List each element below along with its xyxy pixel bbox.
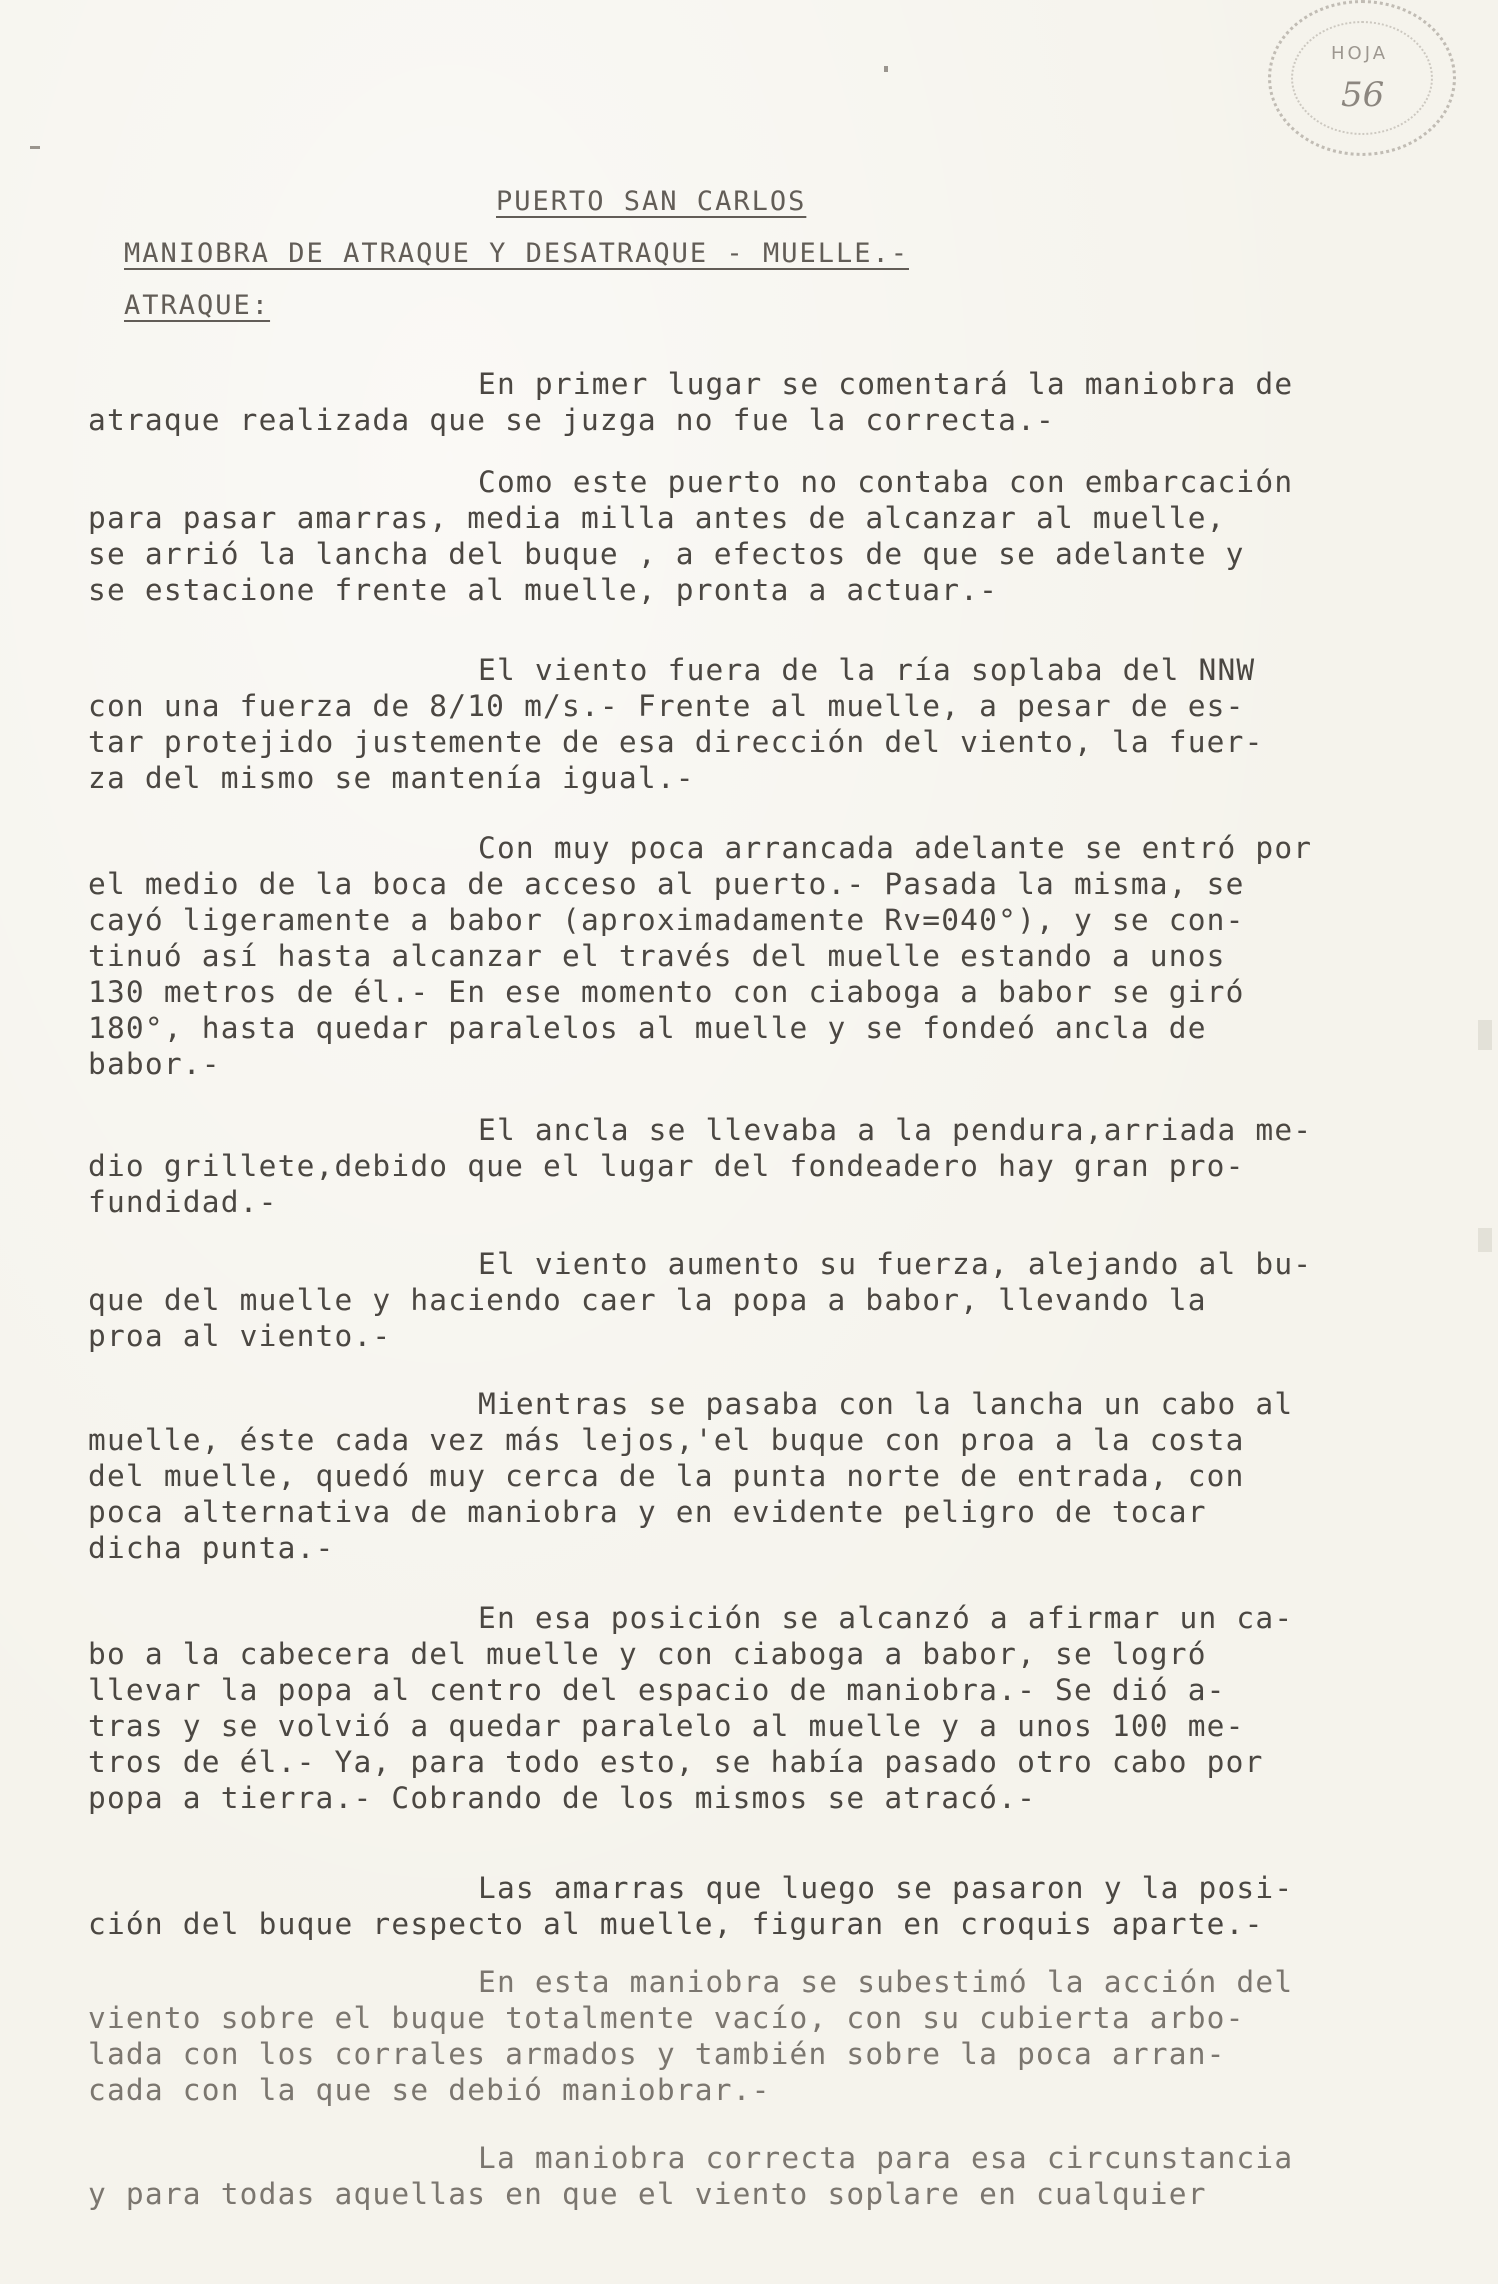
text-line: fundidad.-	[88, 1185, 278, 1219]
paragraph	[88, 1964, 1388, 2108]
text-line: En esa posición se alcanzó a afirmar un ca-	[478, 1601, 1294, 1635]
text-line: se arrió la lancha del buque , a efectos de que se adelante y	[88, 537, 1245, 571]
text-line: proa al viento.-	[88, 1319, 392, 1353]
text-line: El viento fuera de la ría soplaba del NNW	[478, 653, 1256, 687]
speck-mark	[884, 66, 888, 72]
text-line: y para todas aquellas en que el viento soplare en cualquier	[88, 2177, 1207, 2211]
edge-smudge	[1478, 1228, 1492, 1252]
paragraph	[88, 652, 1388, 796]
text-line: tros de él.- Ya, para todo esto, se había pasado otro cabo por	[88, 1745, 1264, 1779]
text-line: Mientras se pasaba con la lancha un cabo al	[478, 1387, 1294, 1421]
paragraph	[88, 1386, 1388, 1566]
section-heading: ATRAQUE:	[124, 290, 271, 321]
text-line: Las amarras que luego se pasaron y la posi-	[478, 1871, 1294, 1905]
paragraph	[88, 830, 1388, 1082]
text-line: cada con la que se debió maniobrar.-	[88, 2073, 771, 2107]
text-line: Con muy poca arrancada adelante se entró por	[478, 831, 1313, 865]
document-subtitle: MANIOBRA DE ATRAQUE Y DESATRAQUE - MUELLE.-	[124, 238, 909, 269]
text-line: cayó ligeramente a babor (aproximadamente Rv=040°), y se con-	[88, 903, 1245, 937]
text-line: tinuó así hasta alcanzar el través del muelle estando a unos	[88, 939, 1226, 973]
text-line: dio grillete,debido que el lugar del fondeadero hay gran pro-	[88, 1149, 1245, 1183]
text-line: llevar la popa al centro del espacio de maniobra.- Se dió a-	[88, 1673, 1226, 1707]
text-line: 130 metros de él.- En ese momento con ciaboga a babor se giró	[88, 975, 1245, 1009]
text-line: dicha punta.-	[88, 1531, 335, 1565]
text-line: tar protejido justemente de esa dirección del viento, la fuer-	[88, 725, 1264, 759]
document-title: PUERTO SAN CARLOS	[496, 186, 807, 217]
text-line: El ancla se llevaba a la pendura,arriada me-	[478, 1113, 1313, 1147]
text-line: que del muelle y haciendo caer la popa a babor, llevando la	[88, 1283, 1207, 1317]
paragraph	[88, 464, 1388, 608]
folio-stamp	[1268, 0, 1456, 156]
edge-smudge	[1478, 1020, 1492, 1050]
paragraph	[88, 1112, 1388, 1220]
text-line: babor.-	[88, 1047, 221, 1081]
stamp-page-number: 56	[1341, 75, 1385, 115]
text-line: el medio de la boca de acceso al puerto.- Pasada la misma, se	[88, 867, 1245, 901]
text-line: bo a la cabecera del muelle y con ciaboga a babor, se logró	[88, 1637, 1207, 1671]
text-line: tras y se volvió a quedar paralelo al muelle y a unos 100 me-	[88, 1709, 1245, 1743]
text-line: En primer lugar se comentará la maniobra de	[478, 367, 1294, 401]
text-line: lada con los corrales armados y también sobre la poca arran-	[88, 2037, 1226, 2071]
text-line: poca alternativa de maniobra y en evidente peligro de tocar	[88, 1495, 1207, 1529]
text-line: del muelle, quedó muy cerca de la punta norte de entrada, con	[88, 1459, 1245, 1493]
paragraph	[88, 1600, 1388, 1816]
paragraph	[88, 366, 1388, 438]
text-line: 180°, hasta quedar paralelos al muelle y se fondeó ancla de	[88, 1011, 1207, 1045]
paragraph	[88, 1870, 1388, 1942]
paragraph	[88, 1246, 1388, 1354]
text-line: El viento aumento su fuerza, alejando al bu-	[478, 1247, 1313, 1281]
text-line: con una fuerza de 8/10 m/s.- Frente al muelle, a pesar de es-	[88, 689, 1245, 723]
margin-mark	[30, 146, 40, 149]
text-line: La maniobra correcta para esa circunstancia	[478, 2141, 1294, 2175]
text-line: viento sobre el buque totalmente vacío, con su cubierta arbo-	[88, 2001, 1245, 2035]
text-line: se estacione frente al muelle, pronta a actuar.-	[88, 573, 999, 607]
text-line: para pasar amarras, media milla antes de alcanzar al muelle,	[88, 501, 1226, 535]
text-line: atraque realizada que se juzga no fue la correcta.-	[88, 403, 1055, 437]
paragraph	[88, 2140, 1388, 2212]
stamp-label: HOJA	[1331, 43, 1389, 64]
text-line: muelle, éste cada vez más lejos,'el buque con proa a la costa	[88, 1423, 1245, 1457]
text-line: Como este puerto no contaba con embarcación	[478, 465, 1294, 499]
text-line: za del mismo se mantenía igual.-	[88, 761, 695, 795]
text-line: popa a tierra.- Cobrando de los mismos se atracó.-	[88, 1781, 1037, 1815]
text-line: ción del buque respecto al muelle, figuran en croquis aparte.-	[88, 1907, 1264, 1941]
text-line: En esta maniobra se subestimó la acción del	[478, 1965, 1294, 1999]
